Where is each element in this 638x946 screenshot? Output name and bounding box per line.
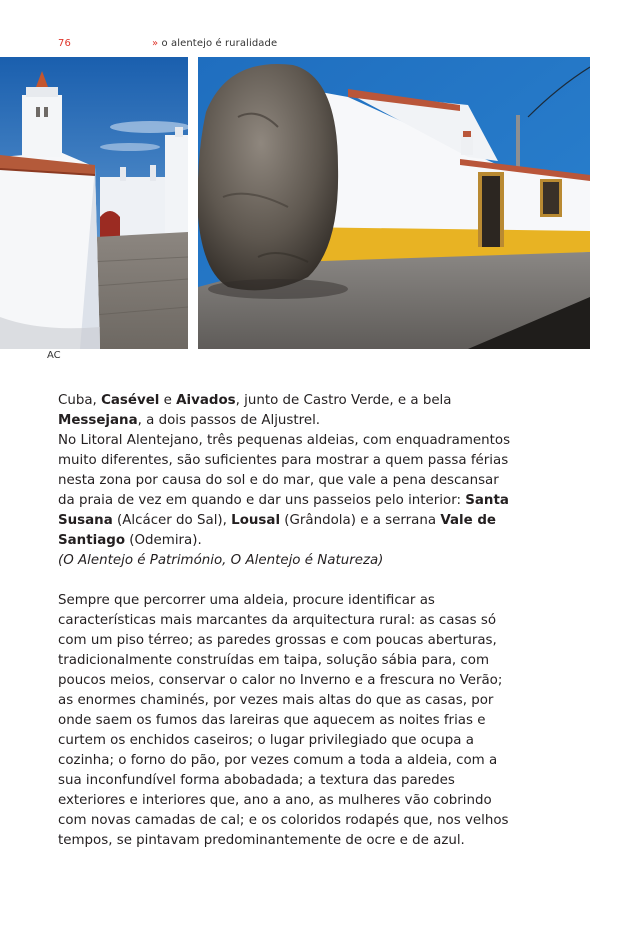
running-header — [58, 38, 278, 49]
paragraph-litoral-alentejano — [58, 431, 518, 551]
text-run: (Grândola) e a serrana — [280, 513, 441, 528]
text-run: No Litoral Alentejano, três pequenas aldeias, com enquadramentos muito diferentes, são suficientes para mostrar a quem passa férias nesta zona por causa do sol e do mar, que vale a pena descansar da praia de vez em quando e dar uns passeios pelo interior: — [58, 433, 511, 508]
place-name: Aivados — [176, 393, 236, 408]
village-street-illustration — [0, 57, 188, 349]
section-title — [152, 38, 277, 49]
text-run: (Alcácer do Sal), — [112, 513, 232, 528]
paragraph-villages-castro-verde — [58, 391, 518, 431]
double-chevron-icon: » — [152, 38, 159, 49]
boulder-house-photo — [198, 57, 590, 349]
text-run: , junto de Castro Verde, e a bela — [235, 393, 452, 408]
place-name: Vale de Santiago — [58, 513, 496, 548]
page-number: 76 — [58, 38, 71, 49]
citation — [58, 551, 518, 571]
photo-credit: AC — [47, 350, 61, 361]
place-name: Casével — [101, 393, 160, 408]
citation-text: (O Alentejo é Património, O Alentejo é Natureza) — [58, 553, 384, 568]
place-name: Lousal — [231, 513, 281, 528]
section-label: o alentejo é ruralidade — [161, 38, 278, 49]
place-name: Messejana — [58, 413, 138, 428]
article-body — [58, 391, 518, 851]
text-run: Cuba, — [58, 393, 102, 408]
place-name: Santa Susana — [58, 493, 509, 528]
village-street-photo — [0, 57, 188, 349]
paragraph-rural-architecture: Sempre que percorrer uma aldeia, procure identificar as características mais marcantes da arquitectura rural: as casas só com um piso térreo; as paredes grossas e com poucas aberturas, tradicionalmente construídas em taipa, solução sábia para, com poucos meios, conservar o calor no Inverno e a frescura no Verão; as enormes chaminés, por vezes mais altas do que as casas, por onde saem os fumos das lareiras que aquecem as noites frias e curtem os enchidos caseiros; o lugar privilegiado que ocupa a cozinha; o forno do pão, por vezes comum a toda a aldeia, com a sua inconfundível forma abobadada; a textura das paredes exteriores e interiores que, ano a ano, as mulheres vão cobrindo com novas camadas de cal; e os coloridos rodapés que, nos velhos tempos, se pintavam predominantemente de ocre e de azul. — [58, 593, 509, 848]
paragraph-spacer — [58, 571, 518, 591]
text-run: (Odemira). — [125, 533, 202, 548]
text-run: e — [159, 393, 177, 408]
text-run: , a dois passos de Aljustrel. — [137, 413, 321, 428]
boulder-house-illustration — [198, 57, 590, 349]
